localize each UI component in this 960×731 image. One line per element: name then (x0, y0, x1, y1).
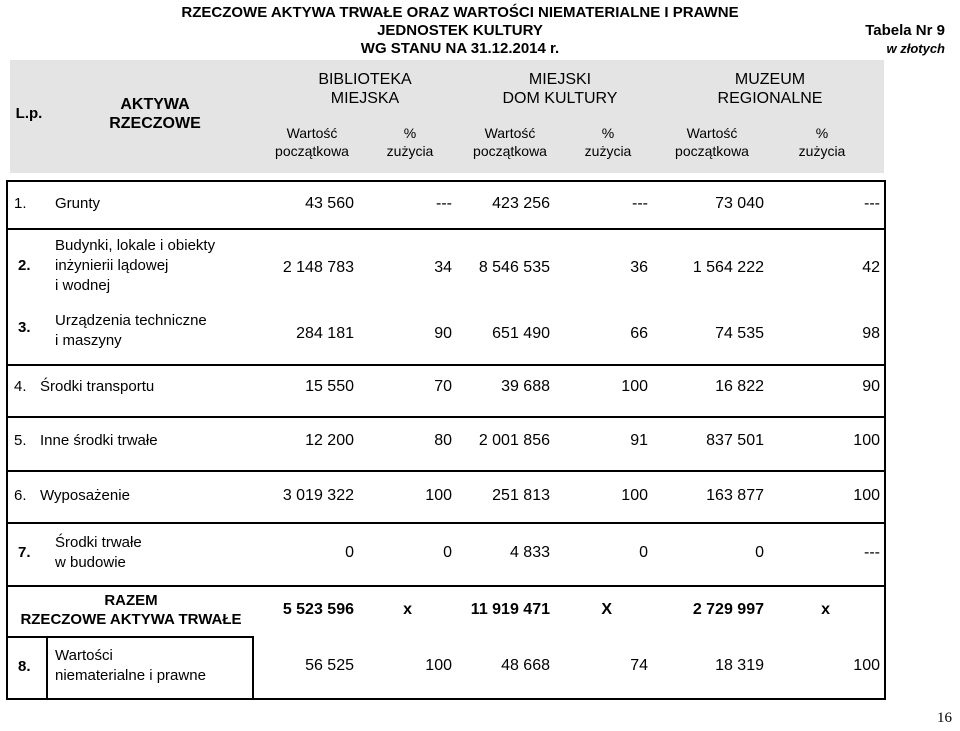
row-5-pct-3: 100 (853, 432, 880, 449)
row-4-pct-1: 70 (434, 378, 452, 395)
sub-value-3 (662, 124, 762, 160)
row-8-lp: 8. (18, 658, 31, 675)
row-6-pct-1: 100 (425, 487, 452, 504)
row-7-value-2: 4 833 (509, 544, 550, 561)
row-8-box-divider (46, 636, 48, 698)
total-pct-3: x (821, 601, 830, 618)
sub-pct-1 (370, 124, 450, 160)
row-6-pct-2: 100 (621, 487, 648, 504)
title-line-3: WG STANU NA 31.12.2014 r. (360, 40, 560, 57)
row-2-value-1: 2 148 783 (282, 259, 354, 276)
sub-value-2 (460, 124, 560, 160)
header-aktywa (80, 95, 230, 133)
row-5-lp: 5. (14, 432, 27, 449)
row-3-label-line-2: i maszyny (55, 332, 122, 349)
total-value-3: 2 729 997 (692, 601, 764, 618)
row-separator (6, 364, 886, 366)
row-8-pct-1: 100 (425, 657, 452, 674)
total-pct-2: X (601, 601, 612, 618)
header-dom-kultury (470, 70, 650, 108)
row-7-value-3: 0 (755, 544, 764, 561)
row-7-pct-2: 0 (639, 544, 648, 561)
row-6-value-2: 251 813 (492, 487, 550, 504)
dom-kultury-line-1: MIEJSKI (528, 71, 592, 88)
row-3-pct-3: 98 (862, 325, 880, 342)
unit-label: w złotych (886, 41, 945, 56)
row-8-value-3: 18 319 (715, 657, 764, 674)
total-label (8, 591, 254, 629)
row-8-box-top (6, 636, 254, 638)
row-3-label-line-1: Urządzenia techniczne (55, 312, 207, 329)
sub-pct-1-line-1: % (403, 125, 417, 141)
title-line-2: JEDNOSTEK KULTURY (377, 22, 543, 39)
sub-pct-2-line-2: zużycia (584, 143, 632, 159)
sub-value-3-line-1: Wartość (686, 125, 738, 141)
row-8-value-2: 48 668 (501, 657, 550, 674)
row-7-lp: 7. (18, 544, 31, 561)
row-2-lp: 2. (18, 257, 31, 274)
sub-pct-1-line-2: zużycia (386, 143, 434, 159)
sub-value-2-line-2: początkowa (473, 143, 547, 159)
row-1-pct-1: --- (436, 195, 452, 212)
sub-value-1-line-1: Wartość (286, 125, 338, 141)
row-separator (6, 522, 886, 524)
row-2-label-line-3: i wodnej (55, 277, 111, 294)
row-8-pct-2: 74 (630, 657, 648, 674)
row-2-value-3: 1 564 222 (692, 259, 764, 276)
row-separator (6, 228, 886, 230)
row-5-pct-2: 91 (630, 432, 648, 449)
row-8-label-line-2: niematerialne i prawne (55, 667, 206, 684)
row-5-label: Inne środki trwałe (40, 432, 158, 449)
row-5-value-1: 12 200 (305, 432, 354, 449)
header-aktywa-line-1: AKTYWA (120, 96, 190, 113)
row-separator (6, 585, 886, 587)
total-label-line-2: RZECZOWE AKTYWA TRWAŁE (20, 611, 242, 628)
row-6-pct-3: 100 (853, 487, 880, 504)
header-lp: L.p. (15, 105, 43, 122)
row-3-pct-2: 66 (630, 325, 648, 342)
sub-value-3-line-2: początkowa (675, 143, 749, 159)
sub-pct-3-line-2: zużycia (798, 143, 846, 159)
row-1-value-2: 423 256 (492, 195, 550, 212)
row-2-value-2: 8 546 535 (478, 259, 550, 276)
row-3-value-3: 74 535 (715, 325, 764, 342)
header-biblioteka (280, 70, 450, 108)
total-pct-1: x (403, 601, 412, 618)
total-value-2: 11 919 471 (470, 601, 550, 618)
sub-value-1-line-2: początkowa (275, 143, 349, 159)
muzeum-line-2: REGIONALNE (717, 90, 823, 107)
dom-kultury-line-2: DOM KULTURY (502, 90, 618, 107)
row-4-pct-3: 90 (862, 378, 880, 395)
row-6-value-3: 163 877 (706, 487, 764, 504)
row-3-label (55, 311, 207, 351)
row-2-label-line-1: Budynki, lokale i obiekty (55, 237, 216, 254)
row-2-label-line-2: inżynierii lądowej (55, 257, 169, 274)
row-3-value-1: 284 181 (296, 325, 354, 342)
row-3-lp: 3. (18, 319, 31, 336)
header-muzeum (680, 70, 860, 108)
row-4-value-2: 39 688 (501, 378, 550, 395)
row-8-label-line-1: Wartości (55, 647, 113, 664)
row-8-value-1: 56 525 (305, 657, 354, 674)
row-5-pct-1: 80 (434, 432, 452, 449)
row-1-pct-3: --- (864, 195, 880, 212)
row-3-value-2: 651 490 (492, 325, 550, 342)
table-border-right (884, 180, 886, 700)
biblioteka-line-1: BIBLIOTEKA (318, 71, 412, 88)
row-4-value-3: 16 822 (715, 378, 764, 395)
page-number: 16 (937, 710, 952, 726)
row-7-pct-3: --- (864, 544, 880, 561)
row-7-label (55, 533, 142, 573)
row-7-value-1: 0 (345, 544, 354, 561)
row-6-lp: 6. (14, 487, 27, 504)
row-1-lp: 1. (14, 195, 27, 212)
row-separator (6, 698, 886, 700)
row-separator (6, 470, 886, 472)
sub-pct-3 (782, 124, 862, 160)
sub-pct-3-line-1: % (815, 125, 829, 141)
row-4-label: Środki transportu (40, 378, 155, 395)
row-8-box-right (252, 636, 254, 698)
row-1-label: Grunty (55, 195, 101, 212)
row-1-value-1: 43 560 (305, 195, 354, 212)
sub-value-1 (262, 124, 362, 160)
header-aktywa-line-2: RZECZOWE (109, 115, 201, 132)
row-8-pct-3: 100 (853, 657, 880, 674)
row-5-value-2: 2 001 856 (478, 432, 550, 449)
sub-value-2-line-1: Wartość (484, 125, 536, 141)
sub-pct-2-line-1: % (601, 125, 615, 141)
row-separator (6, 180, 886, 182)
row-2-pct-1: 34 (434, 259, 452, 276)
total-label-line-1: RAZEM (104, 592, 158, 609)
title-line-1: RZECZOWE AKTYWA TRWAŁE ORAZ WARTOŚCI NIEMATERIALNE I PRAWNE (181, 4, 739, 21)
row-1-pct-2: --- (632, 195, 648, 212)
sub-pct-2 (568, 124, 648, 160)
row-4-value-1: 15 550 (305, 378, 354, 395)
row-2-label (55, 236, 215, 296)
table-number: Tabela Nr 9 (865, 22, 945, 39)
row-4-lp: 4. (14, 378, 27, 395)
row-3-pct-1: 90 (434, 325, 452, 342)
total-value-1: 5 523 596 (282, 601, 354, 618)
row-2-pct-3: 42 (862, 259, 880, 276)
row-6-value-1: 3 019 322 (282, 487, 354, 504)
row-4-pct-2: 100 (621, 378, 648, 395)
row-5-value-3: 837 501 (706, 432, 764, 449)
row-7-label-line-2: w budowie (55, 554, 126, 571)
row-1-value-3: 73 040 (715, 195, 764, 212)
row-7-pct-1: 0 (443, 544, 452, 561)
biblioteka-line-2: MIEJSKA (330, 90, 400, 107)
muzeum-line-1: MUZEUM (734, 71, 806, 88)
row-separator (6, 416, 886, 418)
row-8-label (55, 646, 206, 686)
row-7-label-line-1: Środki trwałe (55, 534, 142, 551)
row-2-pct-2: 36 (630, 259, 648, 276)
row-6-label: Wyposażenie (40, 487, 130, 504)
